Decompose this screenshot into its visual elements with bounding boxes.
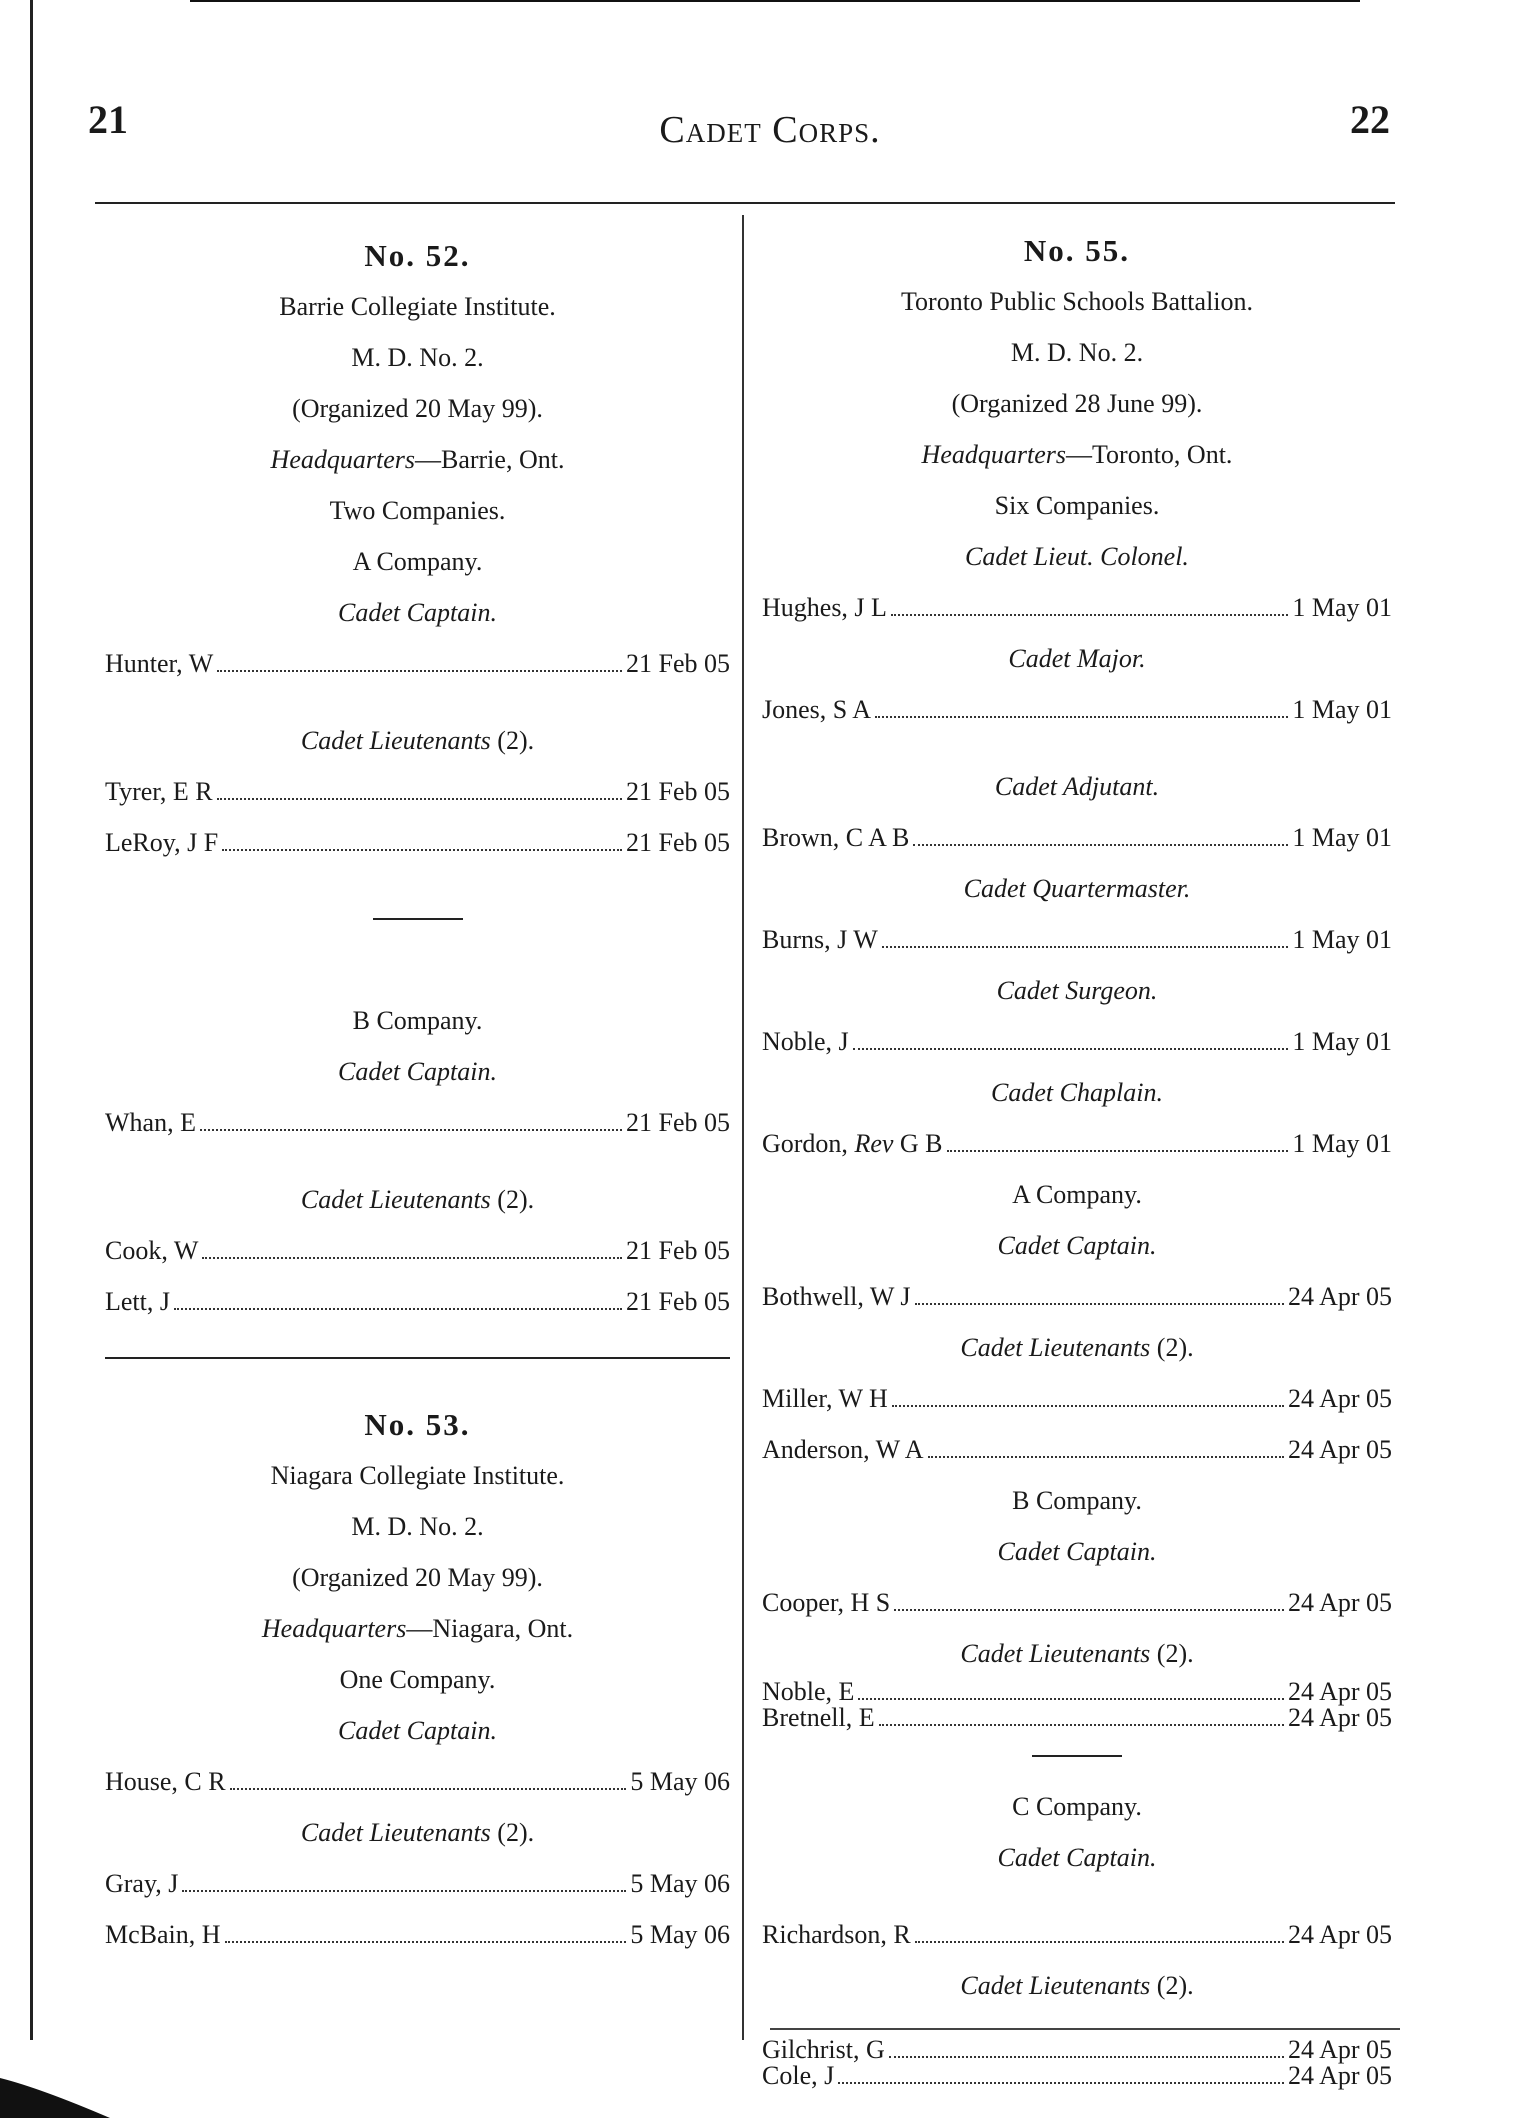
corps-no-52: [105, 230, 730, 1327]
officer-entry: [762, 1271, 1392, 1322]
officer-name: Cooper, H S: [762, 1588, 891, 1617]
corps-school: Toronto Public Schools Battalion.: [900, 287, 1254, 316]
leader-dots: [947, 1150, 1289, 1152]
commission-date: 5 May 06: [630, 1767, 730, 1796]
officer-name: Bothwell, W J: [762, 1282, 911, 1311]
leader-dots: [875, 716, 1288, 718]
officer-name: Noble, E: [762, 1677, 855, 1706]
officer-name: Bretnell, E: [762, 1703, 875, 1732]
leader-dots: [200, 1129, 622, 1131]
officer-entry: [762, 914, 1392, 965]
leader-dots: [202, 1257, 622, 1259]
officer-entry: [762, 684, 1392, 735]
commission-date: 21 Feb 05: [626, 828, 730, 857]
commission-date: 24 Apr 05: [1288, 2035, 1392, 2064]
section-rule: [105, 1357, 730, 1359]
officer-name: McBain, H: [105, 1920, 221, 1949]
commission-date: 5 May 06: [630, 1869, 730, 1898]
officer-initials: G B: [893, 1129, 943, 1158]
corps-number: No. 52.: [364, 238, 471, 273]
leader-dots: [230, 1788, 627, 1790]
commission-date: 21 Feb 05: [626, 649, 730, 678]
officer-entry: [762, 1577, 1392, 1628]
leader-dots: [217, 798, 622, 800]
commission-date: 24 Apr 05: [1288, 1703, 1392, 1732]
headquarters-value: —Toronto, Ont.: [1065, 440, 1233, 469]
leader-dots: [838, 2082, 1284, 2084]
rank-heading: Cadet Surgeon.: [996, 976, 1158, 1005]
footer-rule: [770, 2028, 1400, 2030]
officer-entry: [105, 1225, 730, 1276]
rank-heading: Cadet Adjutant.: [994, 772, 1160, 801]
officer-entry: [762, 1679, 1392, 1705]
headquarters-label: Headquarters: [261, 1614, 407, 1643]
headquarters: [762, 429, 1392, 480]
corps-no-55: [762, 225, 1392, 2089]
rank-title: Cadet Lieutenants: [960, 1333, 1151, 1362]
rank-heading: [762, 1628, 1392, 1679]
rank-count: (2).: [497, 726, 535, 755]
commission-date: 21 Feb 05: [626, 1236, 730, 1265]
rank-heading: [762, 1960, 1392, 2011]
officer-entry: [105, 766, 730, 817]
company-heading: C Company.: [1012, 1792, 1142, 1821]
rank-title: Cadet Lieutenants: [300, 1185, 491, 1214]
headquarters-value: —Barrie, Ont.: [414, 445, 565, 474]
rank-heading: [105, 715, 730, 766]
rank-count: (2).: [1156, 1971, 1194, 2000]
header-rule: [95, 202, 1395, 204]
leader-dots: [915, 1941, 1284, 1943]
officer-name: Hughes, J L: [762, 593, 887, 622]
officer-name: Gilchrist, G: [762, 2035, 885, 2064]
leader-dots: [225, 1941, 627, 1943]
rank-heading: Cadet Lieut. Colonel.: [965, 542, 1189, 571]
corps-number: No. 53.: [364, 1407, 471, 1442]
officer-name: Cole, J: [762, 2061, 835, 2090]
company-heading: A Company.: [1012, 1180, 1142, 1209]
column-divider: [742, 215, 744, 2040]
officer-name: [762, 1118, 943, 1169]
officer-entry: [105, 1756, 730, 1807]
officer-name: Cook, W: [105, 1236, 199, 1265]
rank-heading: [762, 1322, 1392, 1373]
commission-date: 21 Feb 05: [626, 777, 730, 806]
headquarters: [105, 1603, 730, 1654]
rank-count: (2).: [497, 1818, 535, 1847]
headquarters-label: Headquarters: [921, 440, 1066, 469]
officer-entry: [762, 1118, 1392, 1169]
corps-number: No. 55.: [1023, 233, 1131, 268]
headquarters-label: Headquarters: [270, 445, 415, 474]
rank-title: Cadet Lieutenants: [300, 1818, 491, 1847]
left-column: [105, 230, 730, 1960]
headquarters-value: —Niagara, Ont.: [406, 1614, 574, 1643]
officer-entry: [762, 1016, 1392, 1067]
company-separator: [1032, 1755, 1122, 1757]
commission-date: 1 May 01: [1292, 593, 1392, 622]
rank-count: (2).: [497, 1185, 535, 1214]
leader-dots: [858, 1698, 1284, 1700]
officer-entry: [762, 812, 1392, 863]
commission-date: 21 Feb 05: [626, 1287, 730, 1316]
rank-heading: Cadet Chaplain.: [991, 1078, 1163, 1107]
page-number-left: 21: [88, 97, 128, 142]
company-count: Six Companies.: [994, 491, 1160, 520]
rank-heading: Cadet Captain.: [997, 1537, 1157, 1566]
commission-date: 5 May 06: [630, 1920, 730, 1949]
officer-name: Whan, E: [105, 1108, 196, 1137]
company-count: One Company.: [339, 1665, 496, 1694]
leader-dots: [217, 670, 622, 672]
officer-surname: Gordon,: [762, 1129, 855, 1158]
officer-name: Noble, J: [762, 1027, 849, 1056]
corps-school: Niagara Collegiate Institute.: [270, 1461, 565, 1490]
officer-name: Richardson, R: [762, 1920, 911, 1949]
officer-entry: [762, 2063, 1392, 2089]
ink-smear-mark: [0, 2038, 130, 2118]
company-separator: [373, 918, 463, 920]
officer-name: House, C R: [105, 1767, 226, 1796]
officer-entry: [105, 1097, 730, 1148]
rank-title: Cadet Lieutenants: [960, 1639, 1151, 1668]
officer-name: Burns, J W: [762, 925, 878, 954]
right-column: [762, 225, 1392, 2089]
commission-date: 1 May 01: [1292, 925, 1392, 954]
commission-date: 24 Apr 05: [1288, 1435, 1392, 1464]
officer-name: Brown, C A B: [762, 823, 910, 852]
rank-heading: Cadet Captain.: [338, 1057, 497, 1086]
corps-school: Barrie Collegiate Institute.: [279, 292, 556, 321]
military-district: M. D. No. 2.: [351, 343, 484, 372]
leader-dots: [182, 1890, 626, 1892]
leader-dots: [913, 844, 1288, 846]
officer-entry: [762, 582, 1392, 633]
company-heading: A Company.: [352, 547, 483, 576]
officer-entry: [105, 638, 730, 689]
officer-name: Anderson, W A: [762, 1435, 924, 1464]
commission-date: 24 Apr 05: [1288, 1384, 1392, 1413]
commission-date: 24 Apr 05: [1288, 2061, 1392, 2090]
commission-date: 1 May 01: [1292, 1129, 1392, 1158]
officer-name: Gray, J: [105, 1869, 179, 1898]
leader-dots: [222, 849, 622, 851]
officer-title: Rev: [854, 1129, 894, 1158]
leader-dots: [882, 946, 1289, 948]
rank-heading: Cadet Major.: [1008, 644, 1146, 673]
rank-count: (2).: [1156, 1333, 1194, 1362]
officer-entry: [762, 2037, 1392, 2063]
rank-heading: Cadet Captain.: [997, 1231, 1157, 1260]
commission-date: 1 May 01: [1292, 1027, 1392, 1056]
organized-date: (Organized 20 May 99).: [292, 394, 543, 423]
officer-entry: [762, 1424, 1392, 1475]
leader-dots: [889, 2056, 1284, 2058]
organized-date: (Organized 28 June 99).: [951, 389, 1203, 418]
leader-dots: [892, 1405, 1284, 1407]
corps-no-53: [105, 1399, 730, 1960]
commission-date: 24 Apr 05: [1288, 1588, 1392, 1617]
rank-count: (2).: [1156, 1639, 1194, 1668]
page-number-right: 22: [1350, 97, 1390, 142]
commission-date: 24 Apr 05: [1288, 1920, 1392, 1949]
leader-dots: [879, 1724, 1284, 1726]
company-heading: B Company.: [352, 1006, 483, 1035]
leader-dots: [174, 1308, 622, 1310]
officer-entry: [105, 817, 730, 868]
leader-dots: [928, 1456, 1284, 1458]
officer-entry: [762, 1705, 1392, 1731]
rank-title: Cadet Lieutenants: [300, 726, 491, 755]
company-heading: B Company.: [1012, 1486, 1142, 1515]
leader-dots: [915, 1303, 1284, 1305]
commission-date: 1 May 01: [1292, 823, 1392, 852]
commission-date: 21 Feb 05: [626, 1108, 730, 1137]
rank-heading: Cadet Captain.: [338, 1716, 497, 1745]
officer-name: LeRoy, J F: [105, 828, 219, 857]
commission-date: 1 May 01: [1292, 695, 1392, 724]
leader-dots: [894, 1609, 1284, 1611]
military-district: M. D. No. 2.: [1010, 338, 1144, 367]
running-head: Cadet Corps.: [659, 109, 881, 151]
military-district: M. D. No. 2.: [351, 1512, 484, 1541]
commission-date: 24 Apr 05: [1288, 1677, 1392, 1706]
officer-entry: [105, 1276, 730, 1327]
binding-edge: [30, 0, 33, 2040]
headquarters: [105, 434, 730, 485]
leader-dots: [853, 1048, 1289, 1050]
officer-entry: [762, 1373, 1392, 1424]
commission-date: 24 Apr 05: [1288, 1282, 1392, 1311]
officer-entry: [105, 1858, 730, 1909]
leader-dots: [891, 614, 1288, 616]
rank-heading: [105, 1174, 730, 1225]
officer-entry: [105, 1909, 730, 1960]
officer-name: Hunter, W: [105, 649, 214, 678]
officer-name: Tyrer, E R: [105, 777, 213, 806]
company-count: Two Companies.: [329, 496, 506, 525]
organized-date: (Organized 20 May 99).: [292, 1563, 543, 1592]
rank-heading: Cadet Quartermaster.: [963, 874, 1191, 903]
rank-heading: Cadet Captain.: [338, 598, 497, 627]
officer-name: Lett, J: [105, 1287, 170, 1316]
rank-heading: Cadet Captain.: [997, 1843, 1157, 1872]
top-rule: [190, 0, 1360, 2]
officer-entry: [762, 1909, 1392, 1960]
officer-name: Miller, W H: [762, 1384, 888, 1413]
officer-name: Jones, S A: [762, 695, 872, 724]
rank-heading: [105, 1807, 730, 1858]
rank-title: Cadet Lieutenants: [960, 1971, 1151, 2000]
